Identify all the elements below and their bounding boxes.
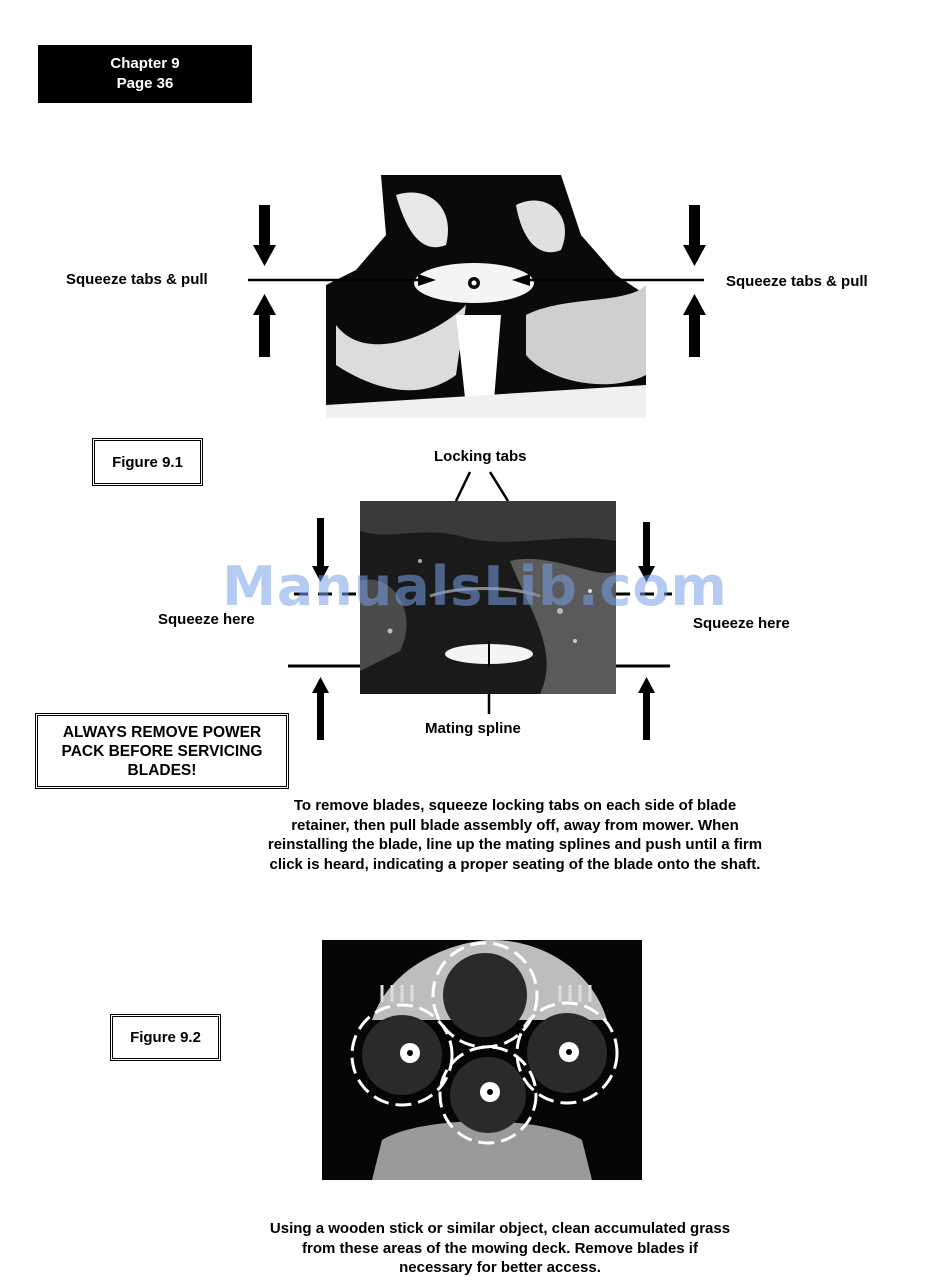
chapter-label: Chapter 9 (110, 55, 180, 72)
figure-9-2-label: Figure 9.2 (110, 1014, 221, 1061)
warning-text: ALWAYS REMOVE POWER PACK BEFORE SERVICING BLADES! (61, 723, 263, 779)
arrow-up-icon (638, 677, 655, 740)
manualslib-watermark: ManualsLib.com (222, 555, 728, 618)
caption-line: from these areas of the mowing deck. Remove blades if (302, 1239, 698, 1257)
page-label: Page 36 (116, 75, 174, 92)
figure-9-1-label: Figure 9.1 (92, 438, 203, 486)
instruction-line: To remove blades, squeeze locking tabs on each side of blade (293, 797, 737, 814)
caption-line: Using a wooden stick or similar object, clean accumulated grass (269, 1220, 731, 1237)
cleaning-instructions (200, 1219, 800, 1278)
squeeze-tabs-right-label: Squeeze tabs & pull (726, 273, 868, 290)
squeeze-here-left-label: Squeeze here (158, 611, 255, 628)
instruction-line: retainer, then pull blade assembly off, away from mower. When (291, 816, 739, 834)
power-pack-warning (35, 713, 289, 789)
blade-removal-instructions (210, 796, 820, 874)
locking-tabs-label: Locking tabs (434, 448, 527, 465)
instruction-line: reinstalling the blade, line up the mating splines and push until a firm (267, 836, 763, 853)
squeeze-here-right-label: Squeeze here (693, 615, 790, 632)
mating-spline-label: Mating spline (425, 720, 521, 737)
instruction-line: click is heard, indicating a proper seating of the blade onto the shaft. (269, 855, 761, 873)
arrow-up-icon (312, 677, 329, 740)
caption-line: necessary for better access. (399, 1259, 601, 1276)
squeeze-tabs-left-label: Squeeze tabs & pull (66, 271, 208, 288)
figure-9-2-photo (322, 940, 642, 1180)
